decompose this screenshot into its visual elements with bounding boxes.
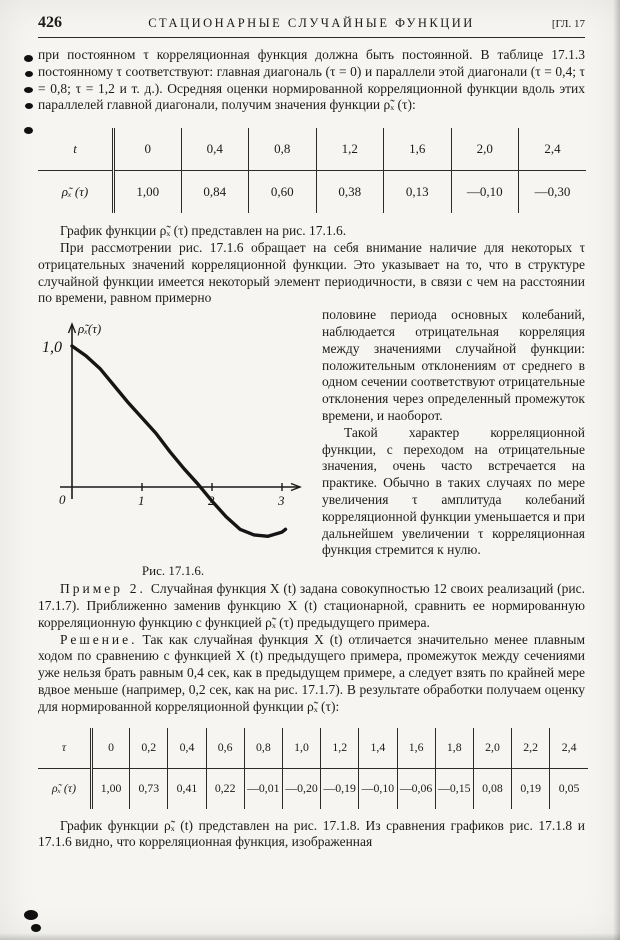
row-label: t xyxy=(38,128,114,171)
table-cell: 1,6 xyxy=(384,128,452,171)
paragraph-solution xyxy=(38,632,585,716)
table-cell: 0,22 xyxy=(206,768,244,809)
table-cell: —0,10 xyxy=(359,768,397,809)
table-cell: —0,06 xyxy=(397,768,435,809)
paragraph-discussion-cont: половине периода основных колебаний, наблюдается отрицательная корреляция между значениями случайной функции: положительным отклонениям от среднего в одном сечении соответствуют отрицательные отклонения через определенный промежуток времени, и наоборот. xyxy=(322,307,585,423)
table-cell: 0 xyxy=(92,728,130,769)
table-row xyxy=(38,728,588,769)
table-cell: 0,60 xyxy=(249,171,317,214)
table-cell: 0,41 xyxy=(168,768,206,809)
table-cell: 0,4 xyxy=(181,128,249,171)
row-label: ρ̃ₓ (τ) xyxy=(38,768,92,809)
table-cell: —0,30 xyxy=(519,171,587,214)
scan-artifact xyxy=(24,910,38,920)
example-text: Случайная функция X (t) задана совокупностью 12 своих реализаций (рис. 17.1.7). Приближенно заменив функцию X (t) стационарной, сравнить ее нормированную корреляционную функцию с функцией ρ̃ₓ (τ) предыдущего примера. xyxy=(38,581,585,630)
table-cell: 0,6 xyxy=(206,728,244,769)
solution-text: Так как случайная функция X (t) отличается значительно менее плавным ходом по сравнению с функцией X (t) предыдущего примера, промежуток между сечениями уже нельзя брать равным 0,4 сек, как в предыдущем примере, а следует взять по крайней мере вдвое меньше (например, 0,2 сек, как на рис. 17.1.7). В результате обработки получаем оценку для нормированной корреляционной функции ρ̃ₓ (τ): xyxy=(38,631,585,714)
solution-label: Решение. xyxy=(60,631,138,647)
scan-artifact xyxy=(24,87,33,93)
table-cell: 1,8 xyxy=(435,728,473,769)
table-cell: 1,00 xyxy=(100,781,122,796)
example-label: Пример 2. xyxy=(60,581,146,597)
scan-artifact xyxy=(31,924,41,932)
table-cell: 1,6 xyxy=(397,728,435,769)
table-cell: 0,8 xyxy=(249,128,317,171)
figure-caption: Рис. 17.1.6. xyxy=(141,563,205,579)
table-cell: 0,2 xyxy=(130,728,168,769)
y-tick-label: 1,0 xyxy=(42,339,62,357)
table-cell: 1,0 xyxy=(282,728,320,769)
paragraph-negative-values: Такой характер корреляционной функции, с переходом на отрицательные значения, очень часто встречается на практике. Обычно в таких случаях по мере увеличения τ амплитуда колебаний корреляционной функции уменьшается и при дальнейшем увеличении τ корреляционная функция стремится к нулю. xyxy=(322,424,585,558)
page-header xyxy=(38,14,585,32)
page-number: 426 xyxy=(38,14,62,31)
table-row xyxy=(38,768,588,809)
table-cell: —0,19 xyxy=(321,768,359,809)
table-cell: 2,4 xyxy=(519,128,587,171)
table-cell: 2,0 xyxy=(451,128,519,171)
paragraph-intro: при постоянном τ корреляционная функция должна быть постоянной. В таблице 17.1.3 постоянному τ соответствуют: главная диагональ (τ = 0) и параллели этой диагонали (τ = 0,4; τ = 0,8; τ = 1,2 и т. д.). Осредняя оценки нормированной корреляционной функции вдоль этих параллелей главной диагонали, получим значения функции ρ̃ₓ (τ): xyxy=(38,47,585,113)
table-cell: 0,4 xyxy=(168,728,206,769)
figure-svg xyxy=(38,311,308,561)
table-cell: 2,4 xyxy=(550,728,588,769)
table-cell: 2,2 xyxy=(512,728,550,769)
table-correlation-2 xyxy=(38,728,588,809)
scan-artifact xyxy=(24,55,33,62)
table-cell: 0 xyxy=(114,128,182,171)
table-cell: 1,2 xyxy=(321,728,359,769)
x-tick-label: 3 xyxy=(278,493,285,509)
table-cell: 1,4 xyxy=(359,728,397,769)
scan-artifact xyxy=(24,127,33,134)
table-row xyxy=(38,128,586,171)
header-rule xyxy=(38,37,585,38)
x-tick-label: 2 xyxy=(208,493,215,509)
paragraph-graph-ref: График функции ρ̃ₓ (τ) представлен на рис. 17.1.6. xyxy=(60,223,347,239)
figure-17-1-6 xyxy=(38,311,308,579)
table-cell: 0,19 xyxy=(512,768,550,809)
scan-artifact xyxy=(25,103,33,109)
table-correlation-1 xyxy=(38,128,586,213)
paragraph-discussion: При рассмотрении рис. 17.1.6 обращает на себя внимание наличие для некоторых τ отрицательных значений корреляционной функции. Это указывает на то, что в структуре случайной функции имеется некоторый элемент периодичности, в связи с чем на расстоянии по времени, равном примерно xyxy=(38,239,585,306)
table-cell: 0,73 xyxy=(130,768,168,809)
running-title: СТАЦИОНАРНЫЕ СЛУЧАЙНЫЕ ФУНКЦИИ xyxy=(148,16,475,30)
table-cell: 0,38 xyxy=(316,171,384,214)
table-cell: —0,20 xyxy=(282,768,320,809)
table-cell: 0,84 xyxy=(181,171,249,214)
paragraph-example-2 xyxy=(38,581,585,631)
origin-label: 0 xyxy=(59,492,66,508)
row-label: ρ̃ₓ (τ) xyxy=(38,171,114,214)
table-cell: —0,15 xyxy=(435,768,473,809)
table-cell: —0,10 xyxy=(451,171,519,214)
table-cell: 2,0 xyxy=(473,728,511,769)
y-axis-title: ρ̃ₓ(τ) xyxy=(78,321,102,337)
chapter-ref: [ГЛ. 17 xyxy=(551,18,585,30)
table-cell: 0,8 xyxy=(244,728,282,769)
table-cell: —0,01 xyxy=(244,768,282,809)
row-label: τ xyxy=(38,728,92,769)
scan-artifact xyxy=(25,71,33,77)
table-cell: 1,00 xyxy=(136,184,160,200)
table-cell: 1,2 xyxy=(316,128,384,171)
paragraph-closing: График функции ρ̃ₓ (t) представлен на рис. 17.1.8. Из сравнения графиков рис. 17.1.8 и 17.1.6 видно, что корреляционная функция, изображенная xyxy=(38,817,585,850)
table-cell: 0,08 xyxy=(473,768,511,809)
correlation-curve xyxy=(72,346,286,536)
x-tick-label: 1 xyxy=(138,493,145,509)
table-row xyxy=(38,171,586,214)
table-cell: 0,05 xyxy=(550,768,588,809)
table-cell: 0,13 xyxy=(384,171,452,214)
